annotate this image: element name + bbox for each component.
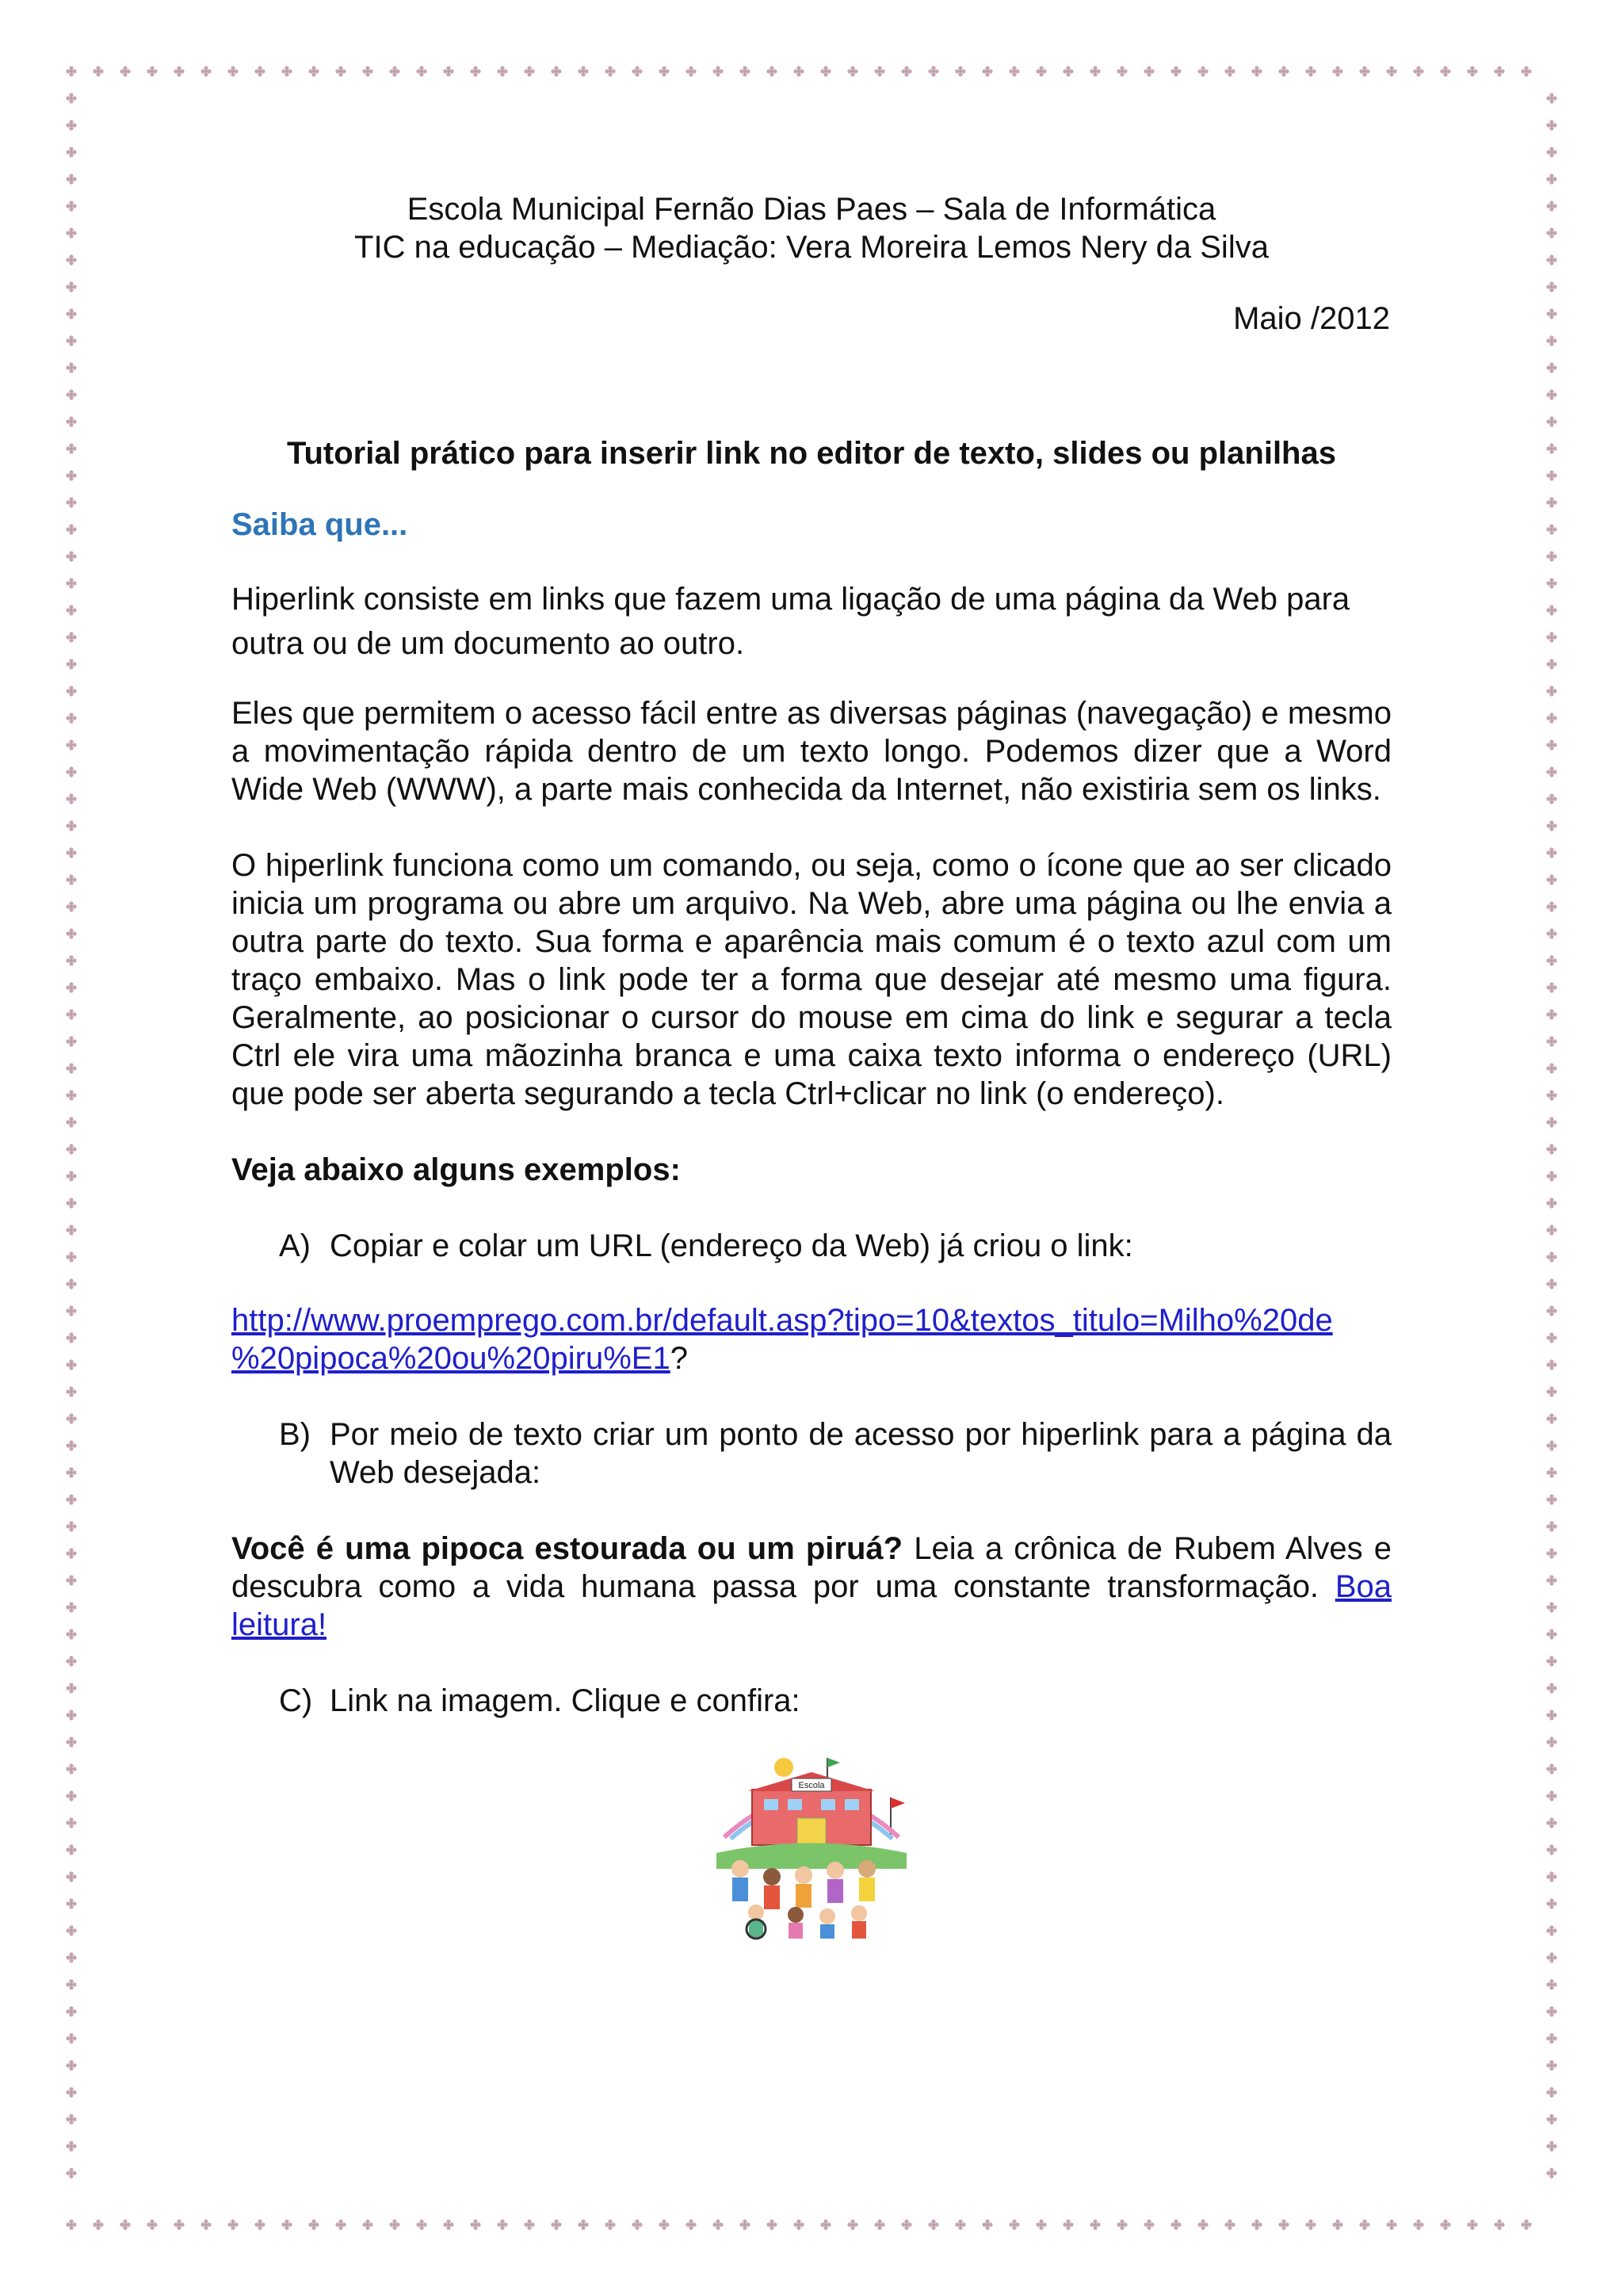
border-flower <box>712 2219 723 2229</box>
border-flower <box>1090 2219 1100 2229</box>
border-flower <box>1386 66 1396 76</box>
border-flower <box>1546 739 1556 750</box>
paragraph-hyperlink-function: O hiperlink funciona como um comando, ou seja, como o ícone que ao ser clicado inicia um programa ou abre um arquivo. Na Web, abre uma página ou lhe envia a outra parte do texto. Sua forma e aparência mais comum é o texto azul com um traço embaixo. Mas o link pode ter a forma que desejar até mesmo uma figura. Geralmente, ao posicionar o cursor do mouse em cima do link e segurar a tecla Ctrl ele vira uma mãozinha branca e uma caixa texto informa o endereço (URL) que pode ser aberta segurando a tecla Ctrl+clicar no link (o endereço). <box>231 848 1392 1111</box>
border-flower <box>1546 1305 1556 1316</box>
border-flower <box>1546 1198 1556 1208</box>
border-flower <box>389 66 399 76</box>
border-flower <box>1546 227 1556 238</box>
border-flower <box>1546 254 1556 265</box>
border-flower <box>1546 1521 1556 1531</box>
border-flower <box>66 1790 76 1801</box>
border-flower <box>66 2033 76 2043</box>
border-flower <box>1546 2033 1556 2043</box>
url-link-line2: %20pipoca%20ou%20piru%E1 <box>231 1341 670 1376</box>
border-flower <box>93 2219 103 2229</box>
border-flower <box>200 66 211 76</box>
border-flower <box>1305 2219 1316 2229</box>
border-flower <box>632 2219 642 2229</box>
border-flower <box>1546 820 1556 831</box>
border-flower <box>66 1898 76 1908</box>
border-flower <box>928 66 938 76</box>
border-flower <box>1546 1871 1556 1881</box>
border-flower <box>1546 1413 1556 1423</box>
border-flower <box>578 2219 588 2229</box>
border-flower <box>362 2219 372 2229</box>
border-flower <box>1546 901 1556 911</box>
border-flower <box>66 739 76 750</box>
school-name-line: Escola Municipal Fernão Dias Paes – Sala de Informática <box>407 192 1216 227</box>
list-item-c <box>231 1682 1392 1720</box>
border-flower <box>416 66 426 76</box>
border-flower <box>766 2219 777 2229</box>
border-flower <box>66 335 76 346</box>
border-flower <box>66 1440 76 1450</box>
border-flower <box>1546 1440 1556 1450</box>
border-flower <box>1546 2168 1556 2178</box>
border-flower <box>147 2219 157 2229</box>
url-link[interactable] <box>231 1303 1333 1376</box>
border-flower <box>1546 1736 1556 1747</box>
border-flower <box>1546 1144 1556 1154</box>
border-flower <box>1546 120 1556 130</box>
border-flower <box>308 2219 319 2229</box>
paragraph-navigation: Eles que permitem o acesso fácil entre as diversas páginas (navegação) e mesmo a movimentação rápida dentro de um texto longo. Podemos dizer que a Word Wide Web (WWW), a parte mais conhecida da Internet, não existiria sem os links. <box>231 696 1392 807</box>
border-flower <box>66 659 76 669</box>
border-flower <box>66 1925 76 1935</box>
border-flower <box>1546 874 1556 884</box>
border-flower <box>66 201 76 211</box>
border-flower <box>1170 66 1181 76</box>
list-item-text: Link na imagem. Clique e confira: <box>330 1683 800 1718</box>
border-flower <box>1413 66 1423 76</box>
border-flower <box>1546 93 1556 103</box>
border-flower <box>1144 2219 1154 2229</box>
border-flower <box>901 2219 911 2229</box>
border-flower <box>66 1063 76 1073</box>
border-flower <box>1546 2006 1556 2016</box>
border-flower <box>1494 66 1504 76</box>
border-flower <box>955 66 965 76</box>
border-flower <box>227 2219 238 2229</box>
border-flower <box>1546 1278 1556 1289</box>
border-flower <box>66 1117 76 1127</box>
border-flower <box>66 1683 76 1693</box>
school-illustration-image <box>708 1750 915 1940</box>
border-flower <box>1546 2060 1556 2070</box>
border-flower <box>1009 2219 1019 2229</box>
border-flower <box>1278 2219 1289 2229</box>
border-flower <box>1546 362 1556 372</box>
border-flower <box>1467 66 1477 76</box>
border-flower <box>308 66 319 76</box>
border-flower <box>66 1144 76 1154</box>
border-flower <box>1546 470 1556 480</box>
border-flower <box>66 847 76 858</box>
border-flower <box>1546 2141 1556 2151</box>
border-flower <box>66 120 76 130</box>
border-flower <box>66 2006 76 2016</box>
border-flower <box>66 1278 76 1289</box>
border-flower <box>847 66 857 76</box>
border-flower <box>1413 2219 1423 2229</box>
border-flower <box>1278 66 1289 76</box>
border-flower <box>66 820 76 831</box>
border-flower <box>66 389 76 399</box>
border-flower <box>66 1817 76 1828</box>
border-flower <box>1521 2219 1531 2229</box>
border-flower <box>1546 416 1556 426</box>
border-flower <box>281 2219 292 2229</box>
border-flower <box>66 2114 76 2124</box>
border-flower <box>66 605 76 615</box>
list-item-b <box>231 1415 1392 1492</box>
border-flower <box>200 2219 211 2229</box>
border-flower <box>254 2219 265 2229</box>
border-flower <box>1546 1036 1556 1046</box>
border-flower <box>66 524 76 534</box>
border-flower <box>1197 2219 1208 2229</box>
border-flower <box>1546 793 1556 804</box>
border-flower <box>66 1359 76 1370</box>
examples-heading: Veja abaixo alguns exemplos: <box>231 1152 681 1187</box>
border-flower <box>281 66 292 76</box>
border-flower <box>1546 1710 1556 1720</box>
list-item-text: Copiar e colar um URL (endereço da Web) já criou o link: <box>330 1228 1133 1263</box>
border-flower <box>551 2219 561 2229</box>
border-flower <box>147 66 157 76</box>
mediation-line: TIC na educação – Mediação: Vera Moreira Lemos Nery da Silva <box>354 230 1269 265</box>
border-flower <box>66 928 76 938</box>
border-flower <box>66 1844 76 1855</box>
border-flower <box>1440 66 1450 76</box>
border-flower <box>820 66 831 76</box>
border-flower <box>1332 2219 1342 2229</box>
border-flower <box>1359 66 1369 76</box>
border-flower <box>1546 551 1556 561</box>
border-flower <box>551 66 561 76</box>
border-flower <box>66 1521 76 1531</box>
border-flower <box>901 66 911 76</box>
border-flower <box>93 66 103 76</box>
border-flower <box>1224 66 1235 76</box>
list-marker: B) <box>279 1417 311 1452</box>
border-flower <box>712 66 723 76</box>
list-marker: C) <box>279 1683 313 1718</box>
border-flower <box>874 2219 884 2229</box>
border-flower <box>685 66 696 76</box>
border-flower <box>66 1386 76 1396</box>
border-flower <box>524 66 534 76</box>
border-flower <box>66 2141 76 2151</box>
border-flower <box>66 1952 76 1962</box>
border-flower <box>66 497 76 507</box>
border-flower <box>1546 1925 1556 1935</box>
border-flower <box>335 66 346 76</box>
border-flower <box>1546 1494 1556 1504</box>
border-flower <box>66 1656 76 1666</box>
border-flower <box>1144 66 1154 76</box>
border-flower <box>66 308 76 319</box>
border-flower <box>1546 1090 1556 1100</box>
border-flower <box>120 2219 130 2229</box>
border-flower <box>1546 1386 1556 1396</box>
border-flower <box>66 1090 76 1100</box>
border-flower <box>66 2060 76 2070</box>
border-flower <box>66 578 76 588</box>
school-image-link[interactable] <box>231 1750 1392 1940</box>
border-flower <box>66 2168 76 2178</box>
border-flower <box>66 1224 76 1235</box>
border-flower <box>66 254 76 265</box>
border-flower <box>1009 66 1019 76</box>
border-flower <box>66 1763 76 1774</box>
border-flower <box>66 416 76 426</box>
border-flower <box>1546 389 1556 399</box>
border-flower <box>66 874 76 884</box>
border-flower <box>1036 66 1046 76</box>
border-flower <box>874 66 884 76</box>
document-date: Maio /2012 <box>1233 301 1390 336</box>
list-item-a <box>231 1227 1392 1265</box>
border-flower <box>66 686 76 696</box>
border-flower <box>1224 2219 1235 2229</box>
border-flower <box>1036 2219 1046 2229</box>
url-link-line1: http://www.proemprego.com.br/default.asp?tipo=10&textos_titulo=Milho%20de <box>231 1303 1333 1338</box>
list-marker: A) <box>279 1228 311 1263</box>
border-flower <box>1251 2219 1262 2229</box>
border-flower <box>739 2219 750 2229</box>
border-flower <box>1359 2219 1369 2229</box>
border-flower <box>66 1629 76 1639</box>
border-flower <box>66 281 76 292</box>
border-flower <box>416 2219 426 2229</box>
border-flower <box>1521 66 1531 76</box>
border-flower <box>1546 766 1556 777</box>
border-flower <box>1546 928 1556 938</box>
border-flower <box>66 766 76 777</box>
border-flower <box>793 66 804 76</box>
border-flower <box>1117 66 1127 76</box>
border-flower <box>1546 308 1556 319</box>
border-flower <box>1546 443 1556 453</box>
border-flower <box>497 66 507 76</box>
border-flower <box>66 1332 76 1343</box>
border-flower <box>1546 281 1556 292</box>
border-flower <box>120 66 130 76</box>
border-flower <box>982 66 992 76</box>
border-flower <box>1546 1332 1556 1343</box>
border-flower <box>1546 1952 1556 1962</box>
pipoca-text: Leia a crônica de Rubem Alves e descubra como a vida humana passa por uma constante transformação. <box>231 1531 1392 1604</box>
border-flower <box>470 2219 480 2229</box>
border-flower <box>66 1467 76 1477</box>
border-flower <box>497 2219 507 2229</box>
border-flower <box>1546 1979 1556 1989</box>
border-flower <box>1546 1224 1556 1235</box>
border-flower <box>1546 1009 1556 1019</box>
border-flower <box>66 147 76 157</box>
border-flower <box>1546 1683 1556 1693</box>
border-flower <box>362 66 372 76</box>
border-flower <box>66 1413 76 1423</box>
border-flower <box>928 2219 938 2229</box>
border-flower <box>66 470 76 480</box>
border-flower <box>443 2219 453 2229</box>
border-flower <box>1546 524 1556 534</box>
border-flower <box>1467 2219 1477 2229</box>
border-flower <box>66 174 76 184</box>
border-flower <box>66 1602 76 1612</box>
border-flower <box>66 632 76 642</box>
border-flower <box>1546 1359 1556 1370</box>
border-flower <box>66 1305 76 1316</box>
url-suffix: ? <box>670 1341 688 1376</box>
border-flower <box>335 2219 346 2229</box>
border-flower <box>1546 1898 1556 1908</box>
border-flower <box>66 793 76 804</box>
border-flower <box>1440 2219 1450 2229</box>
border-flower <box>820 2219 831 2229</box>
border-flower <box>578 66 588 76</box>
border-flower <box>66 227 76 238</box>
border-flower <box>66 1009 76 1019</box>
border-flower <box>1546 955 1556 965</box>
border-flower <box>605 2219 615 2229</box>
document-title: Tutorial prático para inserir link no editor de texto, slides ou planilhas <box>287 436 1336 471</box>
border-flower <box>605 66 615 76</box>
pipoca-question: Você é uma pipoca estourada ou um piruá? <box>231 1531 903 1566</box>
paragraph-line: outra ou de um documento ao outro. <box>231 626 745 661</box>
border-flower <box>66 1736 76 1747</box>
border-flower <box>66 1171 76 1181</box>
section-heading: Saiba que... <box>231 507 408 542</box>
border-flower <box>659 2219 669 2229</box>
border-flower <box>1546 497 1556 507</box>
border-flower <box>982 2219 992 2229</box>
border-flower <box>1546 1629 1556 1639</box>
border-flower <box>66 1494 76 1504</box>
border-flower <box>1546 1063 1556 1073</box>
border-flower <box>1494 2219 1504 2229</box>
school-sign-text: Escola <box>798 1781 825 1790</box>
paragraph-line: Hiperlink consiste em links que fazem uma ligação de uma página da Web para <box>231 582 1350 617</box>
border-flower <box>1546 2087 1556 2097</box>
border-flower <box>66 1710 76 1720</box>
border-flower <box>1546 1251 1556 1262</box>
pipoca-paragraph <box>231 1530 1392 1644</box>
border-flower <box>254 66 265 76</box>
border-flower <box>66 901 76 911</box>
border-flower <box>1546 1656 1556 1666</box>
border-flower <box>66 66 76 76</box>
list-item-text: Por meio de texto criar um ponto de acesso por hiperlink para a página da Web desejada: <box>330 1417 1392 1490</box>
border-flower <box>1546 1763 1556 1774</box>
paragraph-hyperlink-definition <box>231 577 1392 666</box>
border-flower <box>1090 66 1100 76</box>
border-flower <box>632 66 642 76</box>
border-flower <box>1197 66 1208 76</box>
border-flower <box>66 551 76 561</box>
border-flower <box>66 2219 76 2229</box>
border-flower <box>470 66 480 76</box>
border-flower <box>1332 66 1342 76</box>
border-flower <box>1546 578 1556 588</box>
border-flower <box>1546 847 1556 858</box>
border-flower <box>66 982 76 992</box>
border-flower <box>66 1198 76 1208</box>
border-flower <box>66 1036 76 1046</box>
border-flower <box>1546 982 1556 992</box>
border-flower <box>766 66 777 76</box>
border-flower <box>227 66 238 76</box>
border-flower <box>66 1979 76 1989</box>
border-flower <box>1546 335 1556 346</box>
border-flower <box>1546 201 1556 211</box>
border-flower <box>1117 2219 1127 2229</box>
border-flower <box>1546 605 1556 615</box>
border-flower <box>1546 1602 1556 1612</box>
border-flower <box>1305 66 1316 76</box>
border-flower <box>174 66 184 76</box>
border-flower <box>66 1575 76 1585</box>
border-flower <box>1546 1467 1556 1477</box>
border-flower <box>1546 1790 1556 1801</box>
border-flower <box>524 2219 534 2229</box>
border-flower <box>174 2219 184 2229</box>
border-flower <box>659 66 669 76</box>
border-flower <box>1546 1817 1556 1828</box>
border-flower <box>1546 659 1556 669</box>
border-flower <box>793 2219 804 2229</box>
border-flower <box>1546 1548 1556 1558</box>
border-flower <box>685 2219 696 2229</box>
border-flower <box>1546 147 1556 157</box>
url-example <box>231 1301 1392 1377</box>
border-flower <box>739 66 750 76</box>
border-flower <box>66 93 76 103</box>
border-flower <box>66 1251 76 1262</box>
border-flower <box>1546 686 1556 696</box>
border-flower <box>1063 2219 1073 2229</box>
border-flower <box>1170 2219 1181 2229</box>
good-reading-link[interactable]: Boa leitura! <box>231 1569 1392 1642</box>
border-flower <box>66 362 76 372</box>
border-flower <box>1546 632 1556 642</box>
border-flower <box>66 443 76 453</box>
border-flower <box>1546 174 1556 184</box>
border-flower <box>1546 712 1556 723</box>
border-flower <box>1251 66 1262 76</box>
border-flower <box>66 1871 76 1881</box>
border-flower <box>1546 1117 1556 1127</box>
border-flower <box>66 955 76 965</box>
border-flower <box>1386 2219 1396 2229</box>
document-body <box>231 190 1392 1940</box>
border-flower <box>389 2219 399 2229</box>
border-flower <box>847 2219 857 2229</box>
border-flower <box>1546 2114 1556 2124</box>
border-flower <box>1546 1844 1556 1855</box>
border-flower <box>1063 66 1073 76</box>
border-flower <box>1546 1171 1556 1181</box>
border-flower <box>66 2087 76 2097</box>
border-flower <box>66 712 76 723</box>
border-flower <box>1546 1575 1556 1585</box>
border-flower <box>955 2219 965 2229</box>
border-flower <box>66 1548 76 1558</box>
border-flower <box>443 66 453 76</box>
